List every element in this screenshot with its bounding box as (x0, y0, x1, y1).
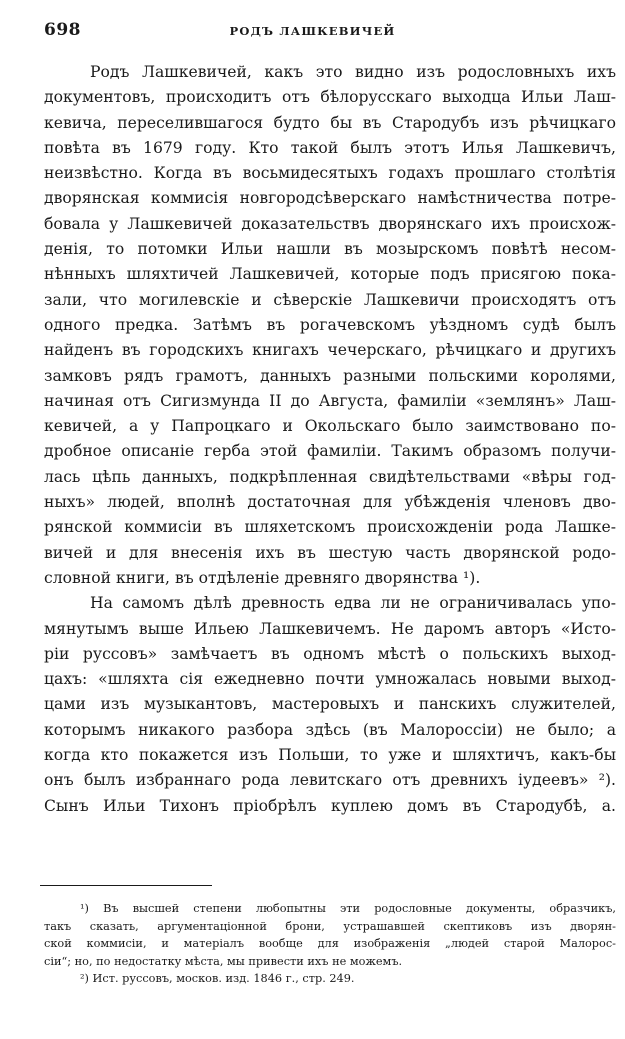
text-line: ріи руссовъ» замѣчаетъ въ одномъ мѣстѣ о польскихъ выход- (44, 644, 616, 663)
text-line: повѣта въ 1679 году. Кто такой былъ этотъ Илья Лашкевичъ, (44, 138, 616, 157)
text-line: замковъ рядъ грамотъ, данныхъ разными польскими королями, (44, 366, 616, 385)
footnotes (44, 900, 616, 988)
text-line: Родъ Лашкевичей, какъ это видно изъ родословныхъ ихъ (90, 63, 616, 81)
text-line: денія, то потомки Ильи нашли въ мозырскомъ повѣтѣ несом- (44, 240, 616, 259)
body-text (44, 60, 616, 819)
text-line: зали, что могилевскіе и сѣверскіе Лашкевичи происходятъ отъ (44, 290, 616, 309)
text-line: цами изъ музыкантовъ, мастеровыхъ и панскихъ служителей, (44, 695, 616, 714)
text-line: одного предка. Затѣмъ въ рогачевскомъ уѣздномъ судѣ былъ (44, 315, 616, 334)
text-line: бовала у Лашкевичей доказательствъ дворянскаго ихъ происхож- (44, 214, 616, 233)
text-line: мянутымъ выше Ильею Лашкевичемъ. Не даромъ авторъ «Исто- (44, 619, 616, 638)
text-line: онъ былъ избраннаго рода левитскаго отъ древнихъ іудеевъ» ²). (44, 771, 616, 790)
text-line: На самомъ дѣлѣ древность едва ли не ограничивалась упо- (90, 594, 616, 613)
running-title: РОДЪ ЛАШКЕВИЧЕЙ (229, 24, 396, 38)
text-line: кевичей, а у Папроцкаго и Окольскаго было заимствовано по- (44, 417, 616, 436)
text-line: цахъ: «шляхта сія ежедневно почти умножалась новыми выход- (44, 670, 616, 689)
text-line: рянской коммисіи въ шляхетскомъ происхожденіи рода Лашке- (44, 518, 616, 537)
text-line: ныхъ» людей, вполнѣ достаточная для убѣжденія членовъ дво- (44, 493, 616, 512)
page-number: 698 (44, 20, 81, 40)
text-line: кевича, переселившагося будто бы въ Стародубъ изъ рѣчицкаго (44, 113, 616, 132)
text-line: Сынъ Ильи Тихонъ пріобрѣлъ куплею домъ въ Стародубѣ, а. (44, 796, 616, 815)
text-line: начиная отъ Сигизмунда II до Августа, фамиліи «землянъ» Лаш- (44, 391, 616, 410)
text-line: документовъ, происходитъ отъ бѣлорусскаго выходца Ильи Лаш- (44, 88, 616, 107)
text-line: когда кто покажется изъ Польши, то уже и шляхтичъ, какъ-бы (44, 746, 616, 765)
footnote-line: ¹) Въ высшей степени любопытны эти родословные документы, образчикъ, (80, 902, 616, 915)
text-line: нѣнныхъ шляхтичей Лашкевичей, которые подъ присягою пока- (44, 265, 616, 284)
text-line: дробное описаніе герба этой фамиліи. Такимъ образомъ получи- (44, 442, 616, 461)
footnote-line: ской коммисіи, и матеріалъ вообще для изображенія „людей старой Малорос- (44, 937, 616, 950)
footnote-divider (40, 885, 212, 886)
text-line: которымъ никакого разбора здѣсь (въ Малороссіи) не было; а (44, 720, 616, 739)
text-line: вичей и для внесенія ихъ въ шестую часть дворянской родо- (44, 543, 616, 562)
text-line: лась цѣпь данныхъ, подкрѣпленная свидѣтельствами «вѣры год- (44, 467, 616, 486)
text-line: словной книги, въ отдѣленіе древняго дворянства ¹). (44, 568, 481, 587)
text-line: найденъ въ городскихъ книгахъ чечерскаго, рѣчицкаго и другихъ (44, 341, 616, 360)
footnote-line: такъ сказать, аргументаціонной брони, устрашавшей скептиковъ изъ дворян- (44, 919, 616, 933)
text-line: дворянская коммисія новгородсѣверскаго намѣстничества потре- (44, 189, 616, 208)
text-line: неизвѣстно. Когда въ восьмидесятыхъ годахъ прошлаго столѣтія (44, 164, 616, 183)
footnote-line: сіи“; но, по недостатку мѣста, мы привести ихъ не можемъ. (44, 954, 403, 968)
footnote-line: ²) Ист. руссовъ, москов. изд. 1846 г., стр. 249. (80, 972, 355, 985)
